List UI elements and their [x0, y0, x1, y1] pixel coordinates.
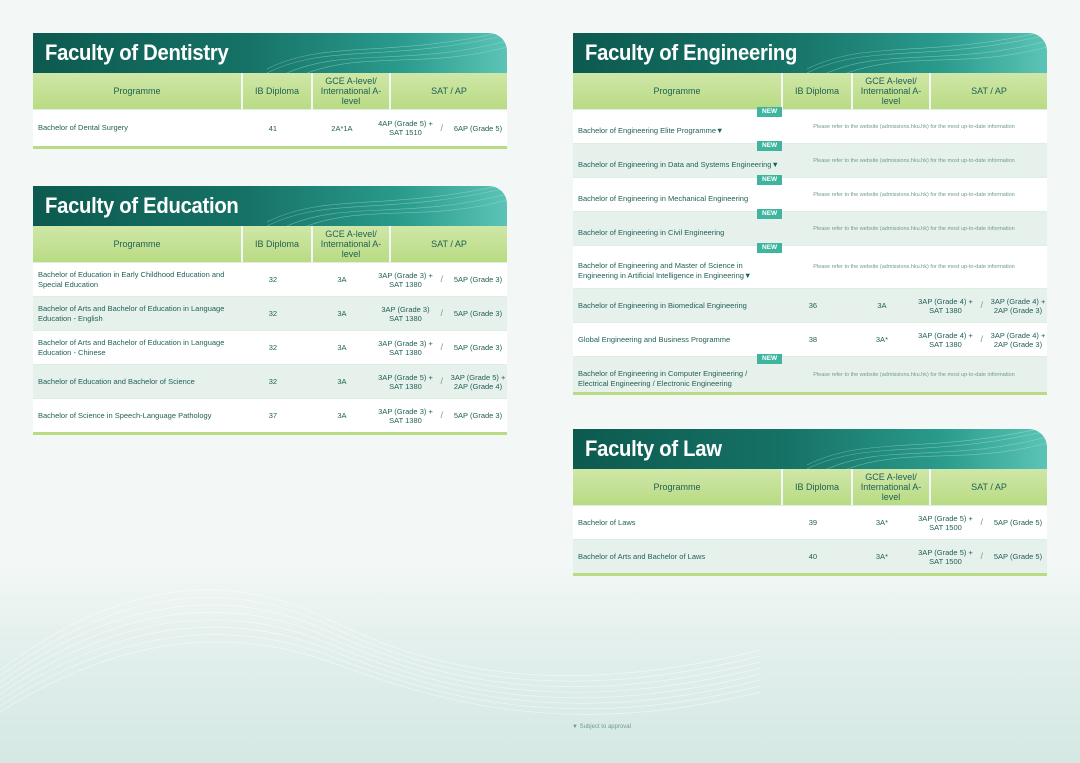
sat-option-b: 3AP (Grade 4) + 2AP (Grade 3) — [990, 296, 1046, 315]
sat-option-a: 3AP (Grade 5) + SAT 1380 — [378, 372, 433, 391]
slash-divider: / — [980, 517, 983, 527]
refer-note: Please refer to the website (admissions.hku.hk) for the most up-to-date information — [813, 123, 1015, 130]
header-gce: GCE A-level/ International A-level — [851, 73, 929, 109]
header-sat: SAT / AP — [929, 469, 1047, 505]
faculty-title: Faculty of Law — [585, 436, 722, 461]
sat-option-b: 5AP (Grade 5) — [993, 518, 1043, 527]
faculty-law — [573, 429, 1047, 576]
slash-divider: / — [440, 342, 443, 352]
sat-requirement — [376, 297, 507, 330]
sat-option-a: 3AP (Grade 3) + SAT 1380 — [378, 270, 433, 289]
sat-option-a: 3AP (Grade 3) SAT 1380 — [381, 304, 430, 323]
slash-divider: / — [980, 551, 983, 561]
sat-option-b: 6AP (Grade 5) — [453, 123, 503, 133]
table-row — [33, 296, 507, 330]
table-row — [33, 364, 507, 398]
refer-note: Please refer to the website (admissions.hku.hk) for the most up-to-date information — [813, 264, 1015, 270]
sat-option-b: 3AP (Grade 5) + 2AP (Grade 4) — [450, 372, 506, 391]
ib-score: 38 — [808, 335, 818, 344]
table-header — [33, 73, 507, 109]
faculty-title: Faculty of Dentistry — [45, 40, 229, 65]
new-badge: NEW — [757, 354, 782, 364]
faculty-banner — [573, 429, 1047, 469]
programme-label: Bachelor of Engineering in Civil Engineering — [578, 227, 725, 237]
header-sat: SAT / AP — [389, 73, 507, 109]
gce-score: 3A — [337, 377, 347, 386]
sat-option-a: 3AP (Grade 5) + SAT 1500 — [918, 547, 973, 566]
ib-score: 40 — [808, 552, 818, 561]
ib-score: 36 — [808, 301, 818, 310]
gce-score: 3A — [877, 301, 887, 310]
new-badge: NEW — [757, 175, 782, 185]
faculty-title: Faculty of Education — [45, 193, 239, 218]
faculty-banner — [33, 186, 507, 226]
programme-name: Bachelor of Science in Speech-Language Pathology — [38, 410, 212, 420]
programme-label: Bachelor of Engineering in Computer Engineering / Electrical Engineering / Electronic Engineering — [578, 368, 748, 388]
sat-requirement — [916, 323, 1047, 356]
faculty-banner — [573, 33, 1047, 73]
programme-label: Bachelor of Engineering in Data and Systems Engineering▼ — [578, 159, 779, 169]
table-row — [573, 288, 1047, 322]
sat-option-b: 5AP (Grade 5) — [993, 552, 1043, 561]
table-row — [573, 356, 1047, 392]
header-ib: IB Diploma — [241, 73, 311, 109]
programme-name: Bachelor of Education and Bachelor of Science — [38, 376, 195, 386]
gce-score: 3A — [337, 275, 347, 284]
ib-score: 32 — [268, 343, 278, 352]
slash-divider: / — [440, 274, 443, 284]
slash-divider: / — [980, 300, 983, 310]
gce-score: 3A* — [875, 335, 888, 344]
sat-requirement — [376, 331, 507, 364]
programme-name: Global Engineering and Business Programme — [578, 334, 731, 344]
table-row — [573, 109, 1047, 143]
sat-requirement — [376, 110, 507, 146]
refer-note: Please refer to the website (admissions.hku.hk) for the most up-to-date information — [813, 191, 1015, 198]
header-sat: SAT / AP — [389, 226, 507, 262]
table-footer-rule — [33, 146, 507, 149]
table-row — [573, 539, 1047, 573]
ib-score: 32 — [268, 309, 278, 318]
table-row — [573, 177, 1047, 211]
gce-score: 3A* — [875, 518, 888, 527]
sat-option-b: 3AP (Grade 4) + 2AP (Grade 3) — [990, 330, 1046, 349]
sat-option-a: 3AP (Grade 3) + SAT 1380 — [378, 406, 433, 425]
slash-divider: / — [440, 122, 443, 133]
sat-option-a: 4AP (Grade 5) + SAT 1510 — [378, 119, 433, 137]
faculty-title: Faculty of Engineering — [585, 40, 798, 65]
header-ib: IB Diploma — [241, 226, 311, 262]
table-header — [573, 469, 1047, 505]
header-programme: Programme — [653, 86, 701, 96]
sat-requirement — [916, 540, 1047, 573]
slash-divider: / — [440, 376, 443, 386]
table-row — [33, 330, 507, 364]
new-badge: NEW — [757, 141, 782, 151]
new-badge: NEW — [757, 243, 782, 253]
header-sat: SAT / AP — [929, 73, 1047, 109]
sat-option-a: 3AP (Grade 3) + SAT 1380 — [378, 338, 433, 357]
header-gce: GCE A-level/ International A-level — [311, 73, 389, 109]
faculty-banner — [33, 33, 507, 73]
faculty-engineering — [573, 33, 1047, 395]
sat-requirement — [376, 399, 507, 432]
table-footer-rule — [33, 432, 507, 435]
slash-divider: / — [980, 334, 983, 344]
table-header — [33, 226, 507, 262]
refer-note: Please refer to the website (admissions.hku.hk) for the most up-to-date information — [813, 225, 1015, 232]
sat-option-a: 3AP (Grade 4) + SAT 1380 — [918, 330, 973, 349]
gce-score: 3A* — [875, 552, 888, 561]
header-programme: Programme — [653, 482, 701, 492]
sat-requirement — [916, 289, 1047, 322]
ib-score: 39 — [808, 518, 818, 527]
sat-option-b: 5AP (Grade 3) — [453, 309, 503, 318]
programme-name: Bachelor of Dental Surgery — [38, 123, 129, 132]
slash-divider: / — [440, 410, 443, 420]
slash-divider: / — [440, 308, 443, 318]
ib-score: 41 — [268, 123, 278, 133]
programme-name: Bachelor of Engineering in Biomedical Engineering — [578, 300, 747, 310]
programme-label: Bachelor of Engineering in Mechanical Engineering — [578, 193, 749, 203]
programme-name: Bachelor of Arts and Bachelor of Education in Language Education - English — [38, 303, 225, 323]
table-row — [573, 245, 1047, 288]
gce-score: 3A — [337, 343, 347, 352]
programme-label: Bachelor of Engineering Elite Programme▼ — [578, 125, 724, 135]
sat-option-a: 3AP (Grade 4) + SAT 1380 — [918, 296, 973, 315]
faculty-dentistry — [33, 33, 507, 149]
refer-note: Please refer to the website (admissions.hku.hk) for the most up-to-date information — [813, 371, 1015, 378]
table-row — [573, 322, 1047, 356]
faculty-education — [33, 186, 507, 435]
table-footer-rule — [573, 573, 1047, 576]
table-header — [573, 73, 1047, 109]
header-ib: IB Diploma — [781, 469, 851, 505]
table-row — [573, 505, 1047, 539]
programme-name: Bachelor of Education in Early Childhood Education and Special Education — [38, 269, 225, 289]
ib-score: 37 — [268, 411, 278, 420]
gce-score: 2A*1A — [331, 123, 353, 133]
header-gce: GCE A-level/ International A-level — [851, 469, 929, 505]
sat-option-b: 5AP (Grade 3) — [453, 343, 503, 352]
header-programme: Programme — [113, 239, 161, 249]
table-row — [33, 262, 507, 296]
sat-option-a: 3AP (Grade 5) + SAT 1500 — [918, 513, 973, 532]
sat-requirement — [916, 506, 1047, 539]
ib-score: 32 — [268, 377, 278, 386]
table-row — [33, 398, 507, 432]
header-gce: GCE A-level/ International A-level — [311, 226, 389, 262]
header-programme: Programme — [113, 86, 161, 96]
sat-option-b: 5AP (Grade 3) — [453, 275, 503, 284]
table-row — [33, 109, 507, 146]
sat-option-b: 5AP (Grade 3) — [453, 411, 503, 420]
gce-score: 3A — [337, 411, 347, 420]
ib-score: 32 — [268, 275, 278, 284]
programme-name: Bachelor of Laws — [578, 517, 636, 527]
programme-name — [573, 353, 781, 396]
programme-name: Bachelor of Arts and Bachelor of Laws — [578, 551, 706, 561]
programme-name: Bachelor of Arts and Bachelor of Education in Language Education - Chinese — [38, 337, 225, 357]
table-row — [573, 211, 1047, 245]
programme-label: Bachelor of Engineering and Master of Science in Engineering in Artificial Intelligence in Engineering▼ — [578, 261, 752, 280]
programme-name — [573, 242, 781, 292]
gce-score: 3A — [337, 309, 347, 318]
sat-requirement — [376, 365, 507, 398]
sat-requirement — [376, 263, 507, 296]
footnote: ▼ Subject to approval — [572, 724, 631, 730]
background-waves — [0, 560, 1080, 763]
header-ib: IB Diploma — [781, 73, 851, 109]
refer-note: Please refer to the website (admissions.hku.hk) for the most up-to-date information — [813, 157, 1015, 164]
new-badge: NEW — [757, 107, 782, 117]
table-row — [573, 143, 1047, 177]
new-badge: NEW — [757, 209, 782, 219]
